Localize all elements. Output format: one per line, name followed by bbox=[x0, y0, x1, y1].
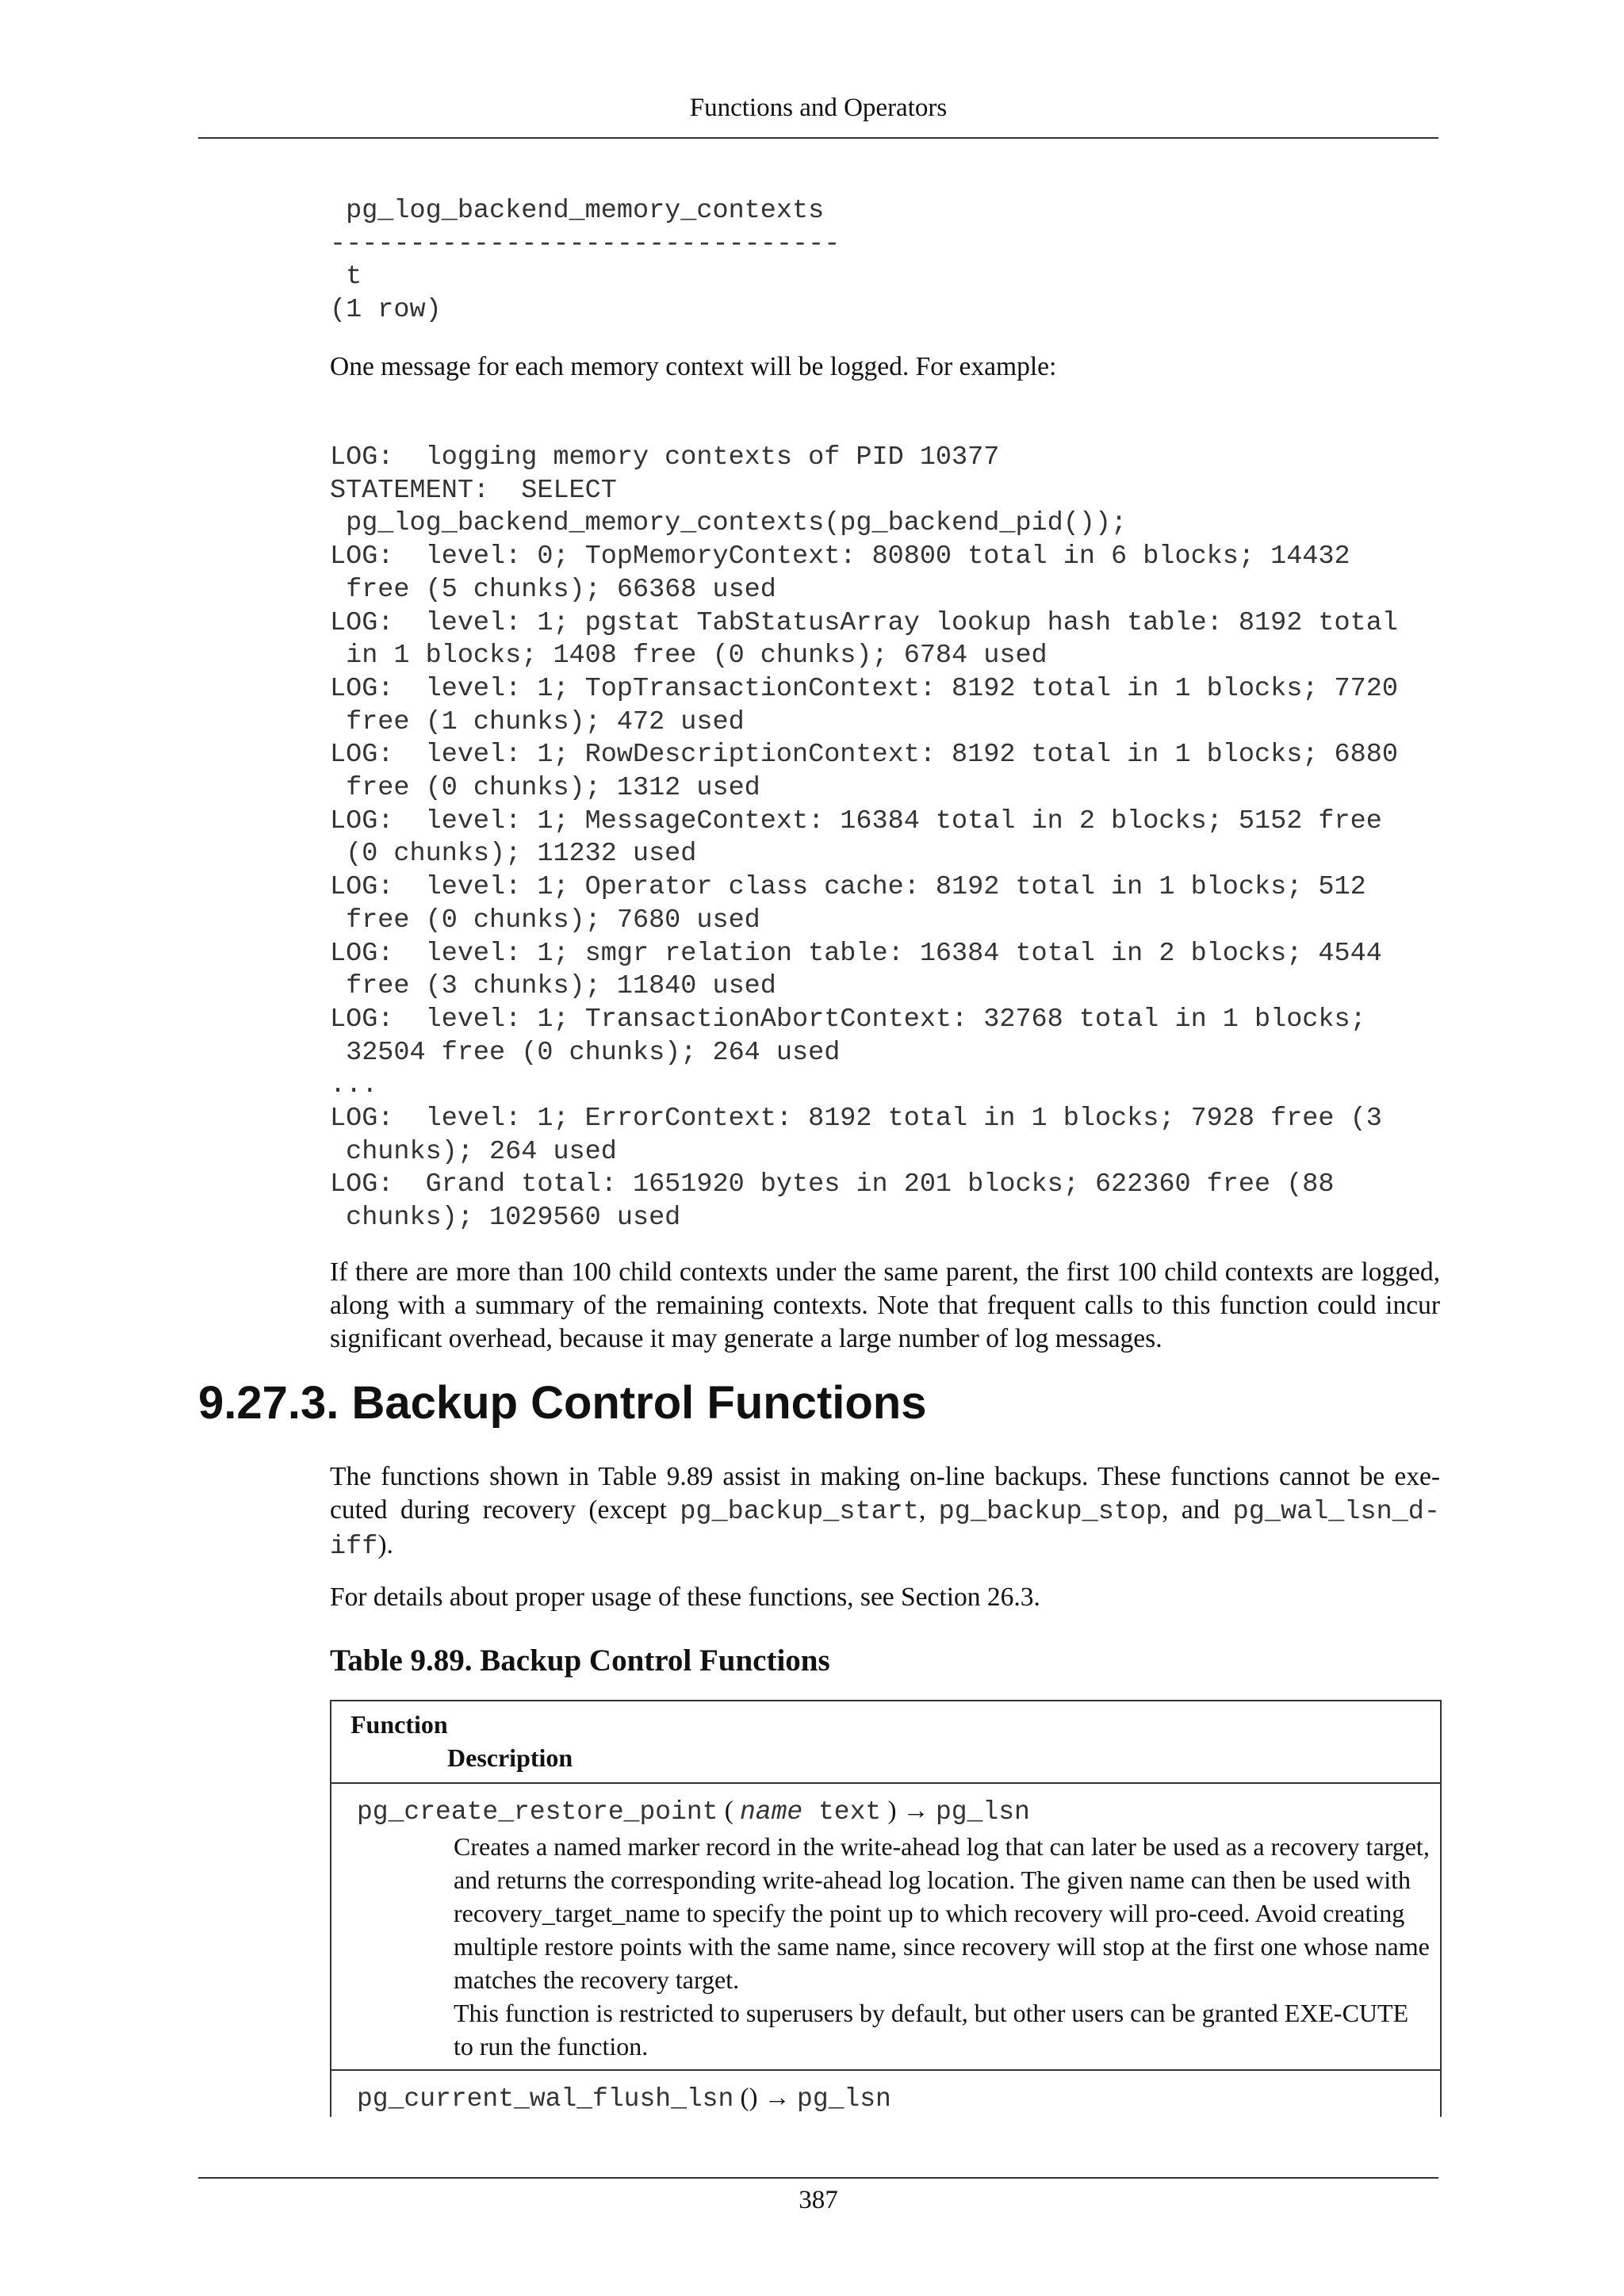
intro-paragraph: One message for each memory context will be logged. For example: bbox=[330, 352, 1057, 381]
signature-close: ) → bbox=[881, 1797, 936, 1825]
code-line: ... bbox=[330, 1070, 378, 1101]
code-line: 32504 free (0 chunks); 264 used bbox=[330, 1037, 841, 1068]
code-line: pg_log_backend_memory_contexts(pg_backend_pid()); bbox=[330, 508, 1128, 539]
return-type: pg_lsn bbox=[797, 2084, 891, 2114]
function-name: pg_wal_lsn_d-iff bbox=[330, 1497, 1441, 1562]
function-signature bbox=[357, 2080, 1434, 2117]
code-line: STATEMENT: SELECT bbox=[330, 475, 617, 506]
code-line: free (3 chunks); 11840 used bbox=[330, 971, 776, 1002]
function-signature bbox=[357, 1793, 1434, 1830]
signature-parens: () → bbox=[733, 2084, 798, 2112]
header-rule bbox=[198, 137, 1438, 139]
function-description: Creates a named marker record in the write-ahead log that can later be used as a recovery target, and returns the corresponding write-ahead log location. The given name can then be used with recovery_target_name to specify the point up to which recovery will pro-ceed. Avoid creating multiple restore points with the same name, since recovery will stop at the first one whose name matches the recovery target. bbox=[454, 1832, 1430, 1994]
functions-table bbox=[330, 1700, 1442, 2117]
code-line: (1 row) bbox=[330, 295, 442, 326]
code-line: free (1 chunks); 472 used bbox=[330, 706, 745, 737]
table-row bbox=[331, 1784, 1440, 2071]
code-line: t bbox=[330, 262, 362, 293]
log-output-block bbox=[330, 442, 1398, 1235]
code-line: LOG: level: 1; TransactionAbortContext: 32768 total in 1 blocks; bbox=[330, 1004, 1366, 1035]
argument-type: text bbox=[802, 1797, 882, 1827]
code-line: pg_log_backend_memory_contexts bbox=[330, 196, 825, 226]
running-head: Functions and Operators bbox=[689, 94, 948, 122]
code-line: LOG: level: 1; RowDescriptionContext: 8192 total in 1 blocks; 6880 bbox=[330, 740, 1398, 771]
function-name: pg_backup_start bbox=[680, 1497, 919, 1527]
text-run: The functions shown in Table 9.89 assist in making on-line backups. These functions cannot be exe-cuted during recovery (except bbox=[330, 1462, 1440, 1525]
text-run: ). bbox=[377, 1530, 393, 1559]
code-line: chunks); 1029560 used bbox=[330, 1203, 681, 1234]
section-paragraph bbox=[330, 1460, 1440, 1563]
text-run: , and bbox=[1162, 1495, 1233, 1525]
header-function: Function bbox=[350, 1710, 448, 1739]
code-line: LOG: level: 1; pgstat TabStatusArray lookup hash table: 8192 total bbox=[330, 607, 1398, 638]
text-run: , bbox=[918, 1495, 939, 1525]
code-line: -------------------------------- bbox=[330, 228, 841, 259]
code-line: (0 chunks); 11232 used bbox=[330, 839, 697, 870]
code-line: chunks); 264 used bbox=[330, 1136, 617, 1167]
code-line: free (0 chunks); 1312 used bbox=[330, 773, 760, 804]
function-name: pg_create_restore_point bbox=[357, 1797, 718, 1827]
function-name: pg_backup_stop bbox=[938, 1497, 1162, 1527]
code-line: LOG: level: 1; smgr relation table: 16384 total in 2 blocks; 4544 bbox=[330, 938, 1382, 969]
return-type: pg_lsn bbox=[935, 1797, 1030, 1827]
table-header bbox=[331, 1701, 1440, 1784]
table-row bbox=[331, 2071, 1440, 2117]
section-heading: 9.27.3. Backup Control Functions bbox=[198, 1377, 927, 1429]
function-note: This function is restricted to superusers by default, but other users can be granted EXE-CUTE to run the function. bbox=[454, 1999, 1409, 2061]
code-line: LOG: level: 0; TopMemoryContext: 80800 total in 6 blocks; 14432 bbox=[330, 541, 1350, 572]
code-line: LOG: level: 1; ErrorContext: 8192 total in 1 blocks; 7928 free (3 bbox=[330, 1104, 1382, 1135]
code-line: free (0 chunks); 7680 used bbox=[330, 905, 760, 936]
code-line: free (5 chunks); 66368 used bbox=[330, 574, 776, 605]
code-line: LOG: Grand total: 1651920 bytes in 201 blocks; 622360 free (88 bbox=[330, 1169, 1335, 1200]
function-name: pg_current_wal_flush_lsn bbox=[357, 2084, 734, 2114]
table-title: Table 9.89. Backup Control Functions bbox=[330, 1644, 830, 1678]
usage-paragraph: For details about proper usage of these functions, see Section 26.3. bbox=[330, 1582, 1040, 1612]
summary-paragraph: If there are more than 100 child contexts under the same parent, the first 100 child contexts are logged, along with a summary of the remaining contexts. Note that frequent calls to this function could incur significant overhead, because it may generate a large number of log messages. bbox=[330, 1257, 1440, 1353]
page-number: 387 bbox=[799, 2186, 838, 2214]
query-result-block bbox=[330, 195, 840, 327]
footer-rule bbox=[198, 2177, 1438, 2179]
code-line: in 1 blocks; 1408 free (0 chunks); 6784 used bbox=[330, 641, 1048, 672]
argument-name: name bbox=[739, 1797, 803, 1827]
signature-open: ( bbox=[718, 1797, 740, 1825]
code-line: LOG: level: 1; MessageContext: 16384 total in 2 blocks; 5152 free bbox=[330, 806, 1382, 836]
code-line: LOG: logging memory contexts of PID 10377 bbox=[330, 442, 1000, 473]
header-description: Description bbox=[447, 1743, 573, 1772]
code-line: LOG: level: 1; Operator class cache: 8192 total in 1 blocks; 512 bbox=[330, 872, 1366, 903]
code-line: LOG: level: 1; TopTransactionContext: 8192 total in 1 blocks; 7720 bbox=[330, 673, 1398, 704]
